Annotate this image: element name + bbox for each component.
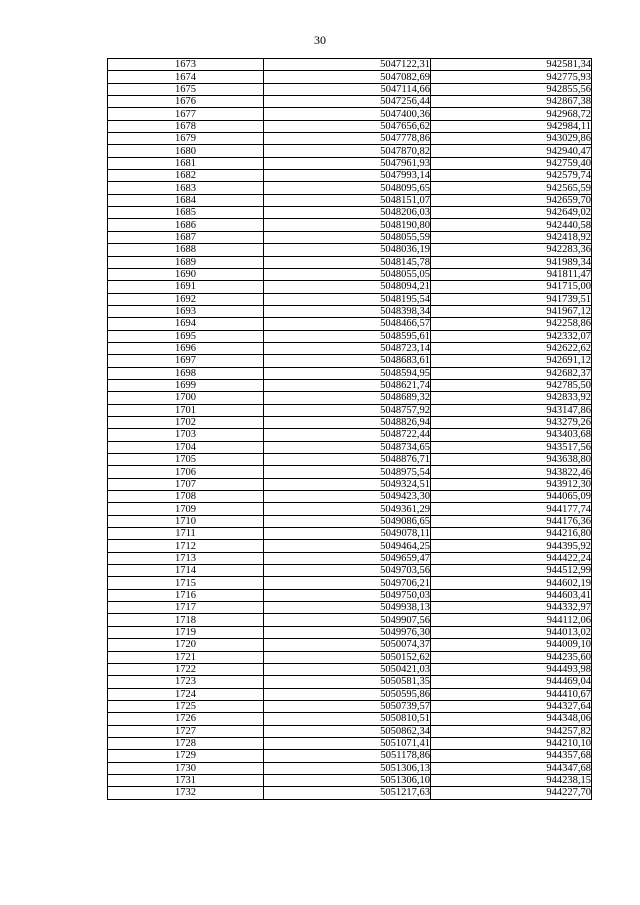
point-number-cell: 1677 xyxy=(108,108,264,120)
x-coordinate-cell: 5048876,71 xyxy=(264,454,431,466)
point-number-cell: 1710 xyxy=(108,515,264,527)
table-row xyxy=(108,515,592,527)
y-coordinate-cell: 943279,26 xyxy=(431,416,592,428)
y-coordinate-cell: 943912,30 xyxy=(431,478,592,490)
table-row xyxy=(108,367,592,379)
x-coordinate-cell: 5051306,10 xyxy=(264,774,431,786)
y-coordinate-cell: 944216,80 xyxy=(431,528,592,540)
y-coordinate-cell: 944469,04 xyxy=(431,676,592,688)
table-row xyxy=(108,565,592,577)
point-number-cell: 1696 xyxy=(108,342,264,354)
point-number-cell: 1702 xyxy=(108,416,264,428)
y-coordinate-cell: 942283,36 xyxy=(431,244,592,256)
point-number-cell: 1699 xyxy=(108,379,264,391)
table-row xyxy=(108,429,592,441)
y-coordinate-cell: 941739,51 xyxy=(431,293,592,305)
table-row xyxy=(108,688,592,700)
coordinates-table-body xyxy=(108,59,592,800)
y-coordinate-cell: 942968,72 xyxy=(431,108,592,120)
table-row xyxy=(108,108,592,120)
point-number-cell: 1728 xyxy=(108,737,264,749)
y-coordinate-cell: 942418,92 xyxy=(431,231,592,243)
table-row xyxy=(108,478,592,490)
x-coordinate-cell: 5048190,80 xyxy=(264,219,431,231)
y-coordinate-cell: 943029,86 xyxy=(431,133,592,145)
x-coordinate-cell: 5049464,25 xyxy=(264,540,431,552)
y-coordinate-cell: 944395,92 xyxy=(431,540,592,552)
table-row xyxy=(108,96,592,108)
x-coordinate-cell: 5049659,47 xyxy=(264,552,431,564)
y-coordinate-cell: 941989,34 xyxy=(431,256,592,268)
table-row xyxy=(108,416,592,428)
x-coordinate-cell: 5050152,62 xyxy=(264,651,431,663)
x-coordinate-cell: 5049423,30 xyxy=(264,491,431,503)
x-coordinate-cell: 5048206,03 xyxy=(264,207,431,219)
y-coordinate-cell: 942940,47 xyxy=(431,145,592,157)
y-coordinate-cell: 942565,59 xyxy=(431,182,592,194)
y-coordinate-cell: 944347,68 xyxy=(431,762,592,774)
point-number-cell: 1698 xyxy=(108,367,264,379)
x-coordinate-cell: 5047870,82 xyxy=(264,145,431,157)
x-coordinate-cell: 5047256,44 xyxy=(264,96,431,108)
x-coordinate-cell: 5048195,54 xyxy=(264,293,431,305)
table-row xyxy=(108,589,592,601)
point-number-cell: 1708 xyxy=(108,491,264,503)
y-coordinate-cell: 944357,68 xyxy=(431,750,592,762)
y-coordinate-cell: 943822,46 xyxy=(431,466,592,478)
table-row xyxy=(108,639,592,651)
page-number: 30 xyxy=(314,33,326,47)
table-row xyxy=(108,71,592,83)
x-coordinate-cell: 5048094,21 xyxy=(264,281,431,293)
y-coordinate-cell: 944257,82 xyxy=(431,725,592,737)
point-number-cell: 1705 xyxy=(108,454,264,466)
y-coordinate-cell: 944602,19 xyxy=(431,577,592,589)
x-coordinate-cell: 5049750,03 xyxy=(264,589,431,601)
point-number-cell: 1709 xyxy=(108,503,264,515)
point-number-cell: 1718 xyxy=(108,614,264,626)
table-row xyxy=(108,762,592,774)
table-row xyxy=(108,268,592,280)
x-coordinate-cell: 5047114,66 xyxy=(264,83,431,95)
x-coordinate-cell: 5051178,86 xyxy=(264,750,431,762)
table-row xyxy=(108,750,592,762)
point-number-cell: 1689 xyxy=(108,256,264,268)
table-row xyxy=(108,305,592,317)
table-row xyxy=(108,194,592,206)
y-coordinate-cell: 942649,02 xyxy=(431,207,592,219)
point-number-cell: 1714 xyxy=(108,565,264,577)
x-coordinate-cell: 5047993,14 xyxy=(264,170,431,182)
table-row xyxy=(108,577,592,589)
table-row xyxy=(108,404,592,416)
x-coordinate-cell: 5048826,94 xyxy=(264,416,431,428)
point-number-cell: 1707 xyxy=(108,478,264,490)
y-coordinate-cell: 944238,15 xyxy=(431,774,592,786)
point-number-cell: 1731 xyxy=(108,774,264,786)
y-coordinate-cell: 943403,68 xyxy=(431,429,592,441)
table-row xyxy=(108,552,592,564)
point-number-cell: 1701 xyxy=(108,404,264,416)
x-coordinate-cell: 5051071,41 xyxy=(264,737,431,749)
point-number-cell: 1727 xyxy=(108,725,264,737)
y-coordinate-cell: 942579,74 xyxy=(431,170,592,182)
table-row xyxy=(108,157,592,169)
point-number-cell: 1723 xyxy=(108,676,264,688)
x-coordinate-cell: 5050595,86 xyxy=(264,688,431,700)
point-number-cell: 1685 xyxy=(108,207,264,219)
table-row xyxy=(108,614,592,626)
point-number-cell: 1712 xyxy=(108,540,264,552)
point-number-cell: 1673 xyxy=(108,59,264,71)
y-coordinate-cell: 942682,37 xyxy=(431,367,592,379)
table-row xyxy=(108,528,592,540)
table-row xyxy=(108,133,592,145)
x-coordinate-cell: 5049706,21 xyxy=(264,577,431,589)
table-row xyxy=(108,491,592,503)
table-row xyxy=(108,293,592,305)
y-coordinate-cell: 944332,97 xyxy=(431,602,592,614)
table-row xyxy=(108,787,592,799)
table-row xyxy=(108,244,592,256)
point-number-cell: 1717 xyxy=(108,602,264,614)
point-number-cell: 1700 xyxy=(108,392,264,404)
x-coordinate-cell: 5050739,57 xyxy=(264,700,431,712)
table-row xyxy=(108,700,592,712)
point-number-cell: 1726 xyxy=(108,713,264,725)
table-row xyxy=(108,725,592,737)
y-coordinate-cell: 944327,64 xyxy=(431,700,592,712)
y-coordinate-cell: 944177,74 xyxy=(431,503,592,515)
point-number-cell: 1715 xyxy=(108,577,264,589)
y-coordinate-cell: 941967,12 xyxy=(431,305,592,317)
y-coordinate-cell: 944009,10 xyxy=(431,639,592,651)
y-coordinate-cell: 944410,67 xyxy=(431,688,592,700)
table-row xyxy=(108,256,592,268)
x-coordinate-cell: 5051306,13 xyxy=(264,762,431,774)
table-row xyxy=(108,207,592,219)
y-coordinate-cell: 942691,12 xyxy=(431,355,592,367)
x-coordinate-cell: 5049086,65 xyxy=(264,515,431,527)
point-number-cell: 1690 xyxy=(108,268,264,280)
y-coordinate-cell: 944227,70 xyxy=(431,787,592,799)
y-coordinate-cell: 941811,47 xyxy=(431,268,592,280)
x-coordinate-cell: 5049907,56 xyxy=(264,614,431,626)
x-coordinate-cell: 5048722,44 xyxy=(264,429,431,441)
point-number-cell: 1719 xyxy=(108,626,264,638)
table-row xyxy=(108,713,592,725)
x-coordinate-cell: 5048683,61 xyxy=(264,355,431,367)
x-coordinate-cell: 5047122,31 xyxy=(264,59,431,71)
x-coordinate-cell: 5049324,51 xyxy=(264,478,431,490)
table-row xyxy=(108,466,592,478)
point-number-cell: 1716 xyxy=(108,589,264,601)
x-coordinate-cell: 5047082,69 xyxy=(264,71,431,83)
point-number-cell: 1693 xyxy=(108,305,264,317)
y-coordinate-cell: 944013,02 xyxy=(431,626,592,638)
x-coordinate-cell: 5049976,30 xyxy=(264,626,431,638)
point-number-cell: 1675 xyxy=(108,83,264,95)
point-number-cell: 1722 xyxy=(108,663,264,675)
table-row xyxy=(108,737,592,749)
x-coordinate-cell: 5048723,14 xyxy=(264,342,431,354)
y-coordinate-cell: 944176,36 xyxy=(431,515,592,527)
point-number-cell: 1674 xyxy=(108,71,264,83)
y-coordinate-cell: 942855,56 xyxy=(431,83,592,95)
point-number-cell: 1724 xyxy=(108,688,264,700)
table-row xyxy=(108,503,592,515)
y-coordinate-cell: 942332,07 xyxy=(431,330,592,342)
point-number-cell: 1703 xyxy=(108,429,264,441)
point-number-cell: 1681 xyxy=(108,157,264,169)
point-number-cell: 1706 xyxy=(108,466,264,478)
y-coordinate-cell: 942581,34 xyxy=(431,59,592,71)
table-row xyxy=(108,83,592,95)
point-number-cell: 1676 xyxy=(108,96,264,108)
point-number-cell: 1694 xyxy=(108,318,264,330)
y-coordinate-cell: 942984,11 xyxy=(431,120,592,132)
table-row xyxy=(108,441,592,453)
point-number-cell: 1695 xyxy=(108,330,264,342)
table-row xyxy=(108,170,592,182)
table-row xyxy=(108,774,592,786)
point-number-cell: 1692 xyxy=(108,293,264,305)
x-coordinate-cell: 5050074,37 xyxy=(264,639,431,651)
point-number-cell: 1725 xyxy=(108,700,264,712)
table-row xyxy=(108,318,592,330)
point-number-cell: 1691 xyxy=(108,281,264,293)
x-coordinate-cell: 5049938,13 xyxy=(264,602,431,614)
table-row xyxy=(108,231,592,243)
table-row xyxy=(108,281,592,293)
x-coordinate-cell: 5048595,61 xyxy=(264,330,431,342)
x-coordinate-cell: 5051217,63 xyxy=(264,787,431,799)
table-row xyxy=(108,120,592,132)
y-coordinate-cell: 943517,56 xyxy=(431,441,592,453)
x-coordinate-cell: 5050810,51 xyxy=(264,713,431,725)
point-number-cell: 1732 xyxy=(108,787,264,799)
x-coordinate-cell: 5048594,95 xyxy=(264,367,431,379)
y-coordinate-cell: 943638,80 xyxy=(431,454,592,466)
x-coordinate-cell: 5048466,57 xyxy=(264,318,431,330)
x-coordinate-cell: 5048398,34 xyxy=(264,305,431,317)
table-row xyxy=(108,379,592,391)
point-number-cell: 1729 xyxy=(108,750,264,762)
coordinates-table xyxy=(107,58,592,800)
x-coordinate-cell: 5047961,93 xyxy=(264,157,431,169)
y-coordinate-cell: 942622,62 xyxy=(431,342,592,354)
table-row xyxy=(108,626,592,638)
x-coordinate-cell: 5047778,86 xyxy=(264,133,431,145)
y-coordinate-cell: 942659,70 xyxy=(431,194,592,206)
x-coordinate-cell: 5048621,74 xyxy=(264,379,431,391)
x-coordinate-cell: 5050862,34 xyxy=(264,725,431,737)
table-row xyxy=(108,676,592,688)
y-coordinate-cell: 942833,92 xyxy=(431,392,592,404)
x-coordinate-cell: 5048975,54 xyxy=(264,466,431,478)
y-coordinate-cell: 942759,40 xyxy=(431,157,592,169)
y-coordinate-cell: 942785,50 xyxy=(431,379,592,391)
y-coordinate-cell: 944493,98 xyxy=(431,663,592,675)
point-number-cell: 1713 xyxy=(108,552,264,564)
y-coordinate-cell: 944065,09 xyxy=(431,491,592,503)
table-row xyxy=(108,651,592,663)
y-coordinate-cell: 944235,60 xyxy=(431,651,592,663)
y-coordinate-cell: 944603,41 xyxy=(431,589,592,601)
point-number-cell: 1683 xyxy=(108,182,264,194)
y-coordinate-cell: 944210,10 xyxy=(431,737,592,749)
table-row xyxy=(108,59,592,71)
x-coordinate-cell: 5048055,05 xyxy=(264,268,431,280)
x-coordinate-cell: 5049078,11 xyxy=(264,528,431,540)
y-coordinate-cell: 944512,99 xyxy=(431,565,592,577)
point-number-cell: 1721 xyxy=(108,651,264,663)
table-row xyxy=(108,330,592,342)
y-coordinate-cell: 942258,86 xyxy=(431,318,592,330)
table-row xyxy=(108,145,592,157)
x-coordinate-cell: 5048151,07 xyxy=(264,194,431,206)
table-row xyxy=(108,392,592,404)
table-row xyxy=(108,602,592,614)
x-coordinate-cell: 5047656,62 xyxy=(264,120,431,132)
x-coordinate-cell: 5049361,29 xyxy=(264,503,431,515)
x-coordinate-cell: 5048145,78 xyxy=(264,256,431,268)
x-coordinate-cell: 5050581,35 xyxy=(264,676,431,688)
point-number-cell: 1682 xyxy=(108,170,264,182)
table-row xyxy=(108,219,592,231)
y-coordinate-cell: 944422,24 xyxy=(431,552,592,564)
x-coordinate-cell: 5048734,65 xyxy=(264,441,431,453)
point-number-cell: 1687 xyxy=(108,231,264,243)
y-coordinate-cell: 943147,86 xyxy=(431,404,592,416)
y-coordinate-cell: 941715,00 xyxy=(431,281,592,293)
point-number-cell: 1684 xyxy=(108,194,264,206)
x-coordinate-cell: 5048689,32 xyxy=(264,392,431,404)
table-row xyxy=(108,454,592,466)
table-row xyxy=(108,540,592,552)
point-number-cell: 1711 xyxy=(108,528,264,540)
table-row xyxy=(108,355,592,367)
point-number-cell: 1679 xyxy=(108,133,264,145)
x-coordinate-cell: 5050421,03 xyxy=(264,663,431,675)
point-number-cell: 1688 xyxy=(108,244,264,256)
y-coordinate-cell: 944348,06 xyxy=(431,713,592,725)
x-coordinate-cell: 5048036,19 xyxy=(264,244,431,256)
point-number-cell: 1697 xyxy=(108,355,264,367)
table-row xyxy=(108,342,592,354)
x-coordinate-cell: 5049703,56 xyxy=(264,565,431,577)
table-row xyxy=(108,663,592,675)
y-coordinate-cell: 944112,06 xyxy=(431,614,592,626)
point-number-cell: 1680 xyxy=(108,145,264,157)
table-row xyxy=(108,182,592,194)
y-coordinate-cell: 942867,38 xyxy=(431,96,592,108)
point-number-cell: 1720 xyxy=(108,639,264,651)
x-coordinate-cell: 5048055,59 xyxy=(264,231,431,243)
y-coordinate-cell: 942775,93 xyxy=(431,71,592,83)
point-number-cell: 1686 xyxy=(108,219,264,231)
x-coordinate-cell: 5047400,36 xyxy=(264,108,431,120)
point-number-cell: 1678 xyxy=(108,120,264,132)
x-coordinate-cell: 5048095,65 xyxy=(264,182,431,194)
point-number-cell: 1704 xyxy=(108,441,264,453)
x-coordinate-cell: 5048757,92 xyxy=(264,404,431,416)
y-coordinate-cell: 942440,58 xyxy=(431,219,592,231)
point-number-cell: 1730 xyxy=(108,762,264,774)
